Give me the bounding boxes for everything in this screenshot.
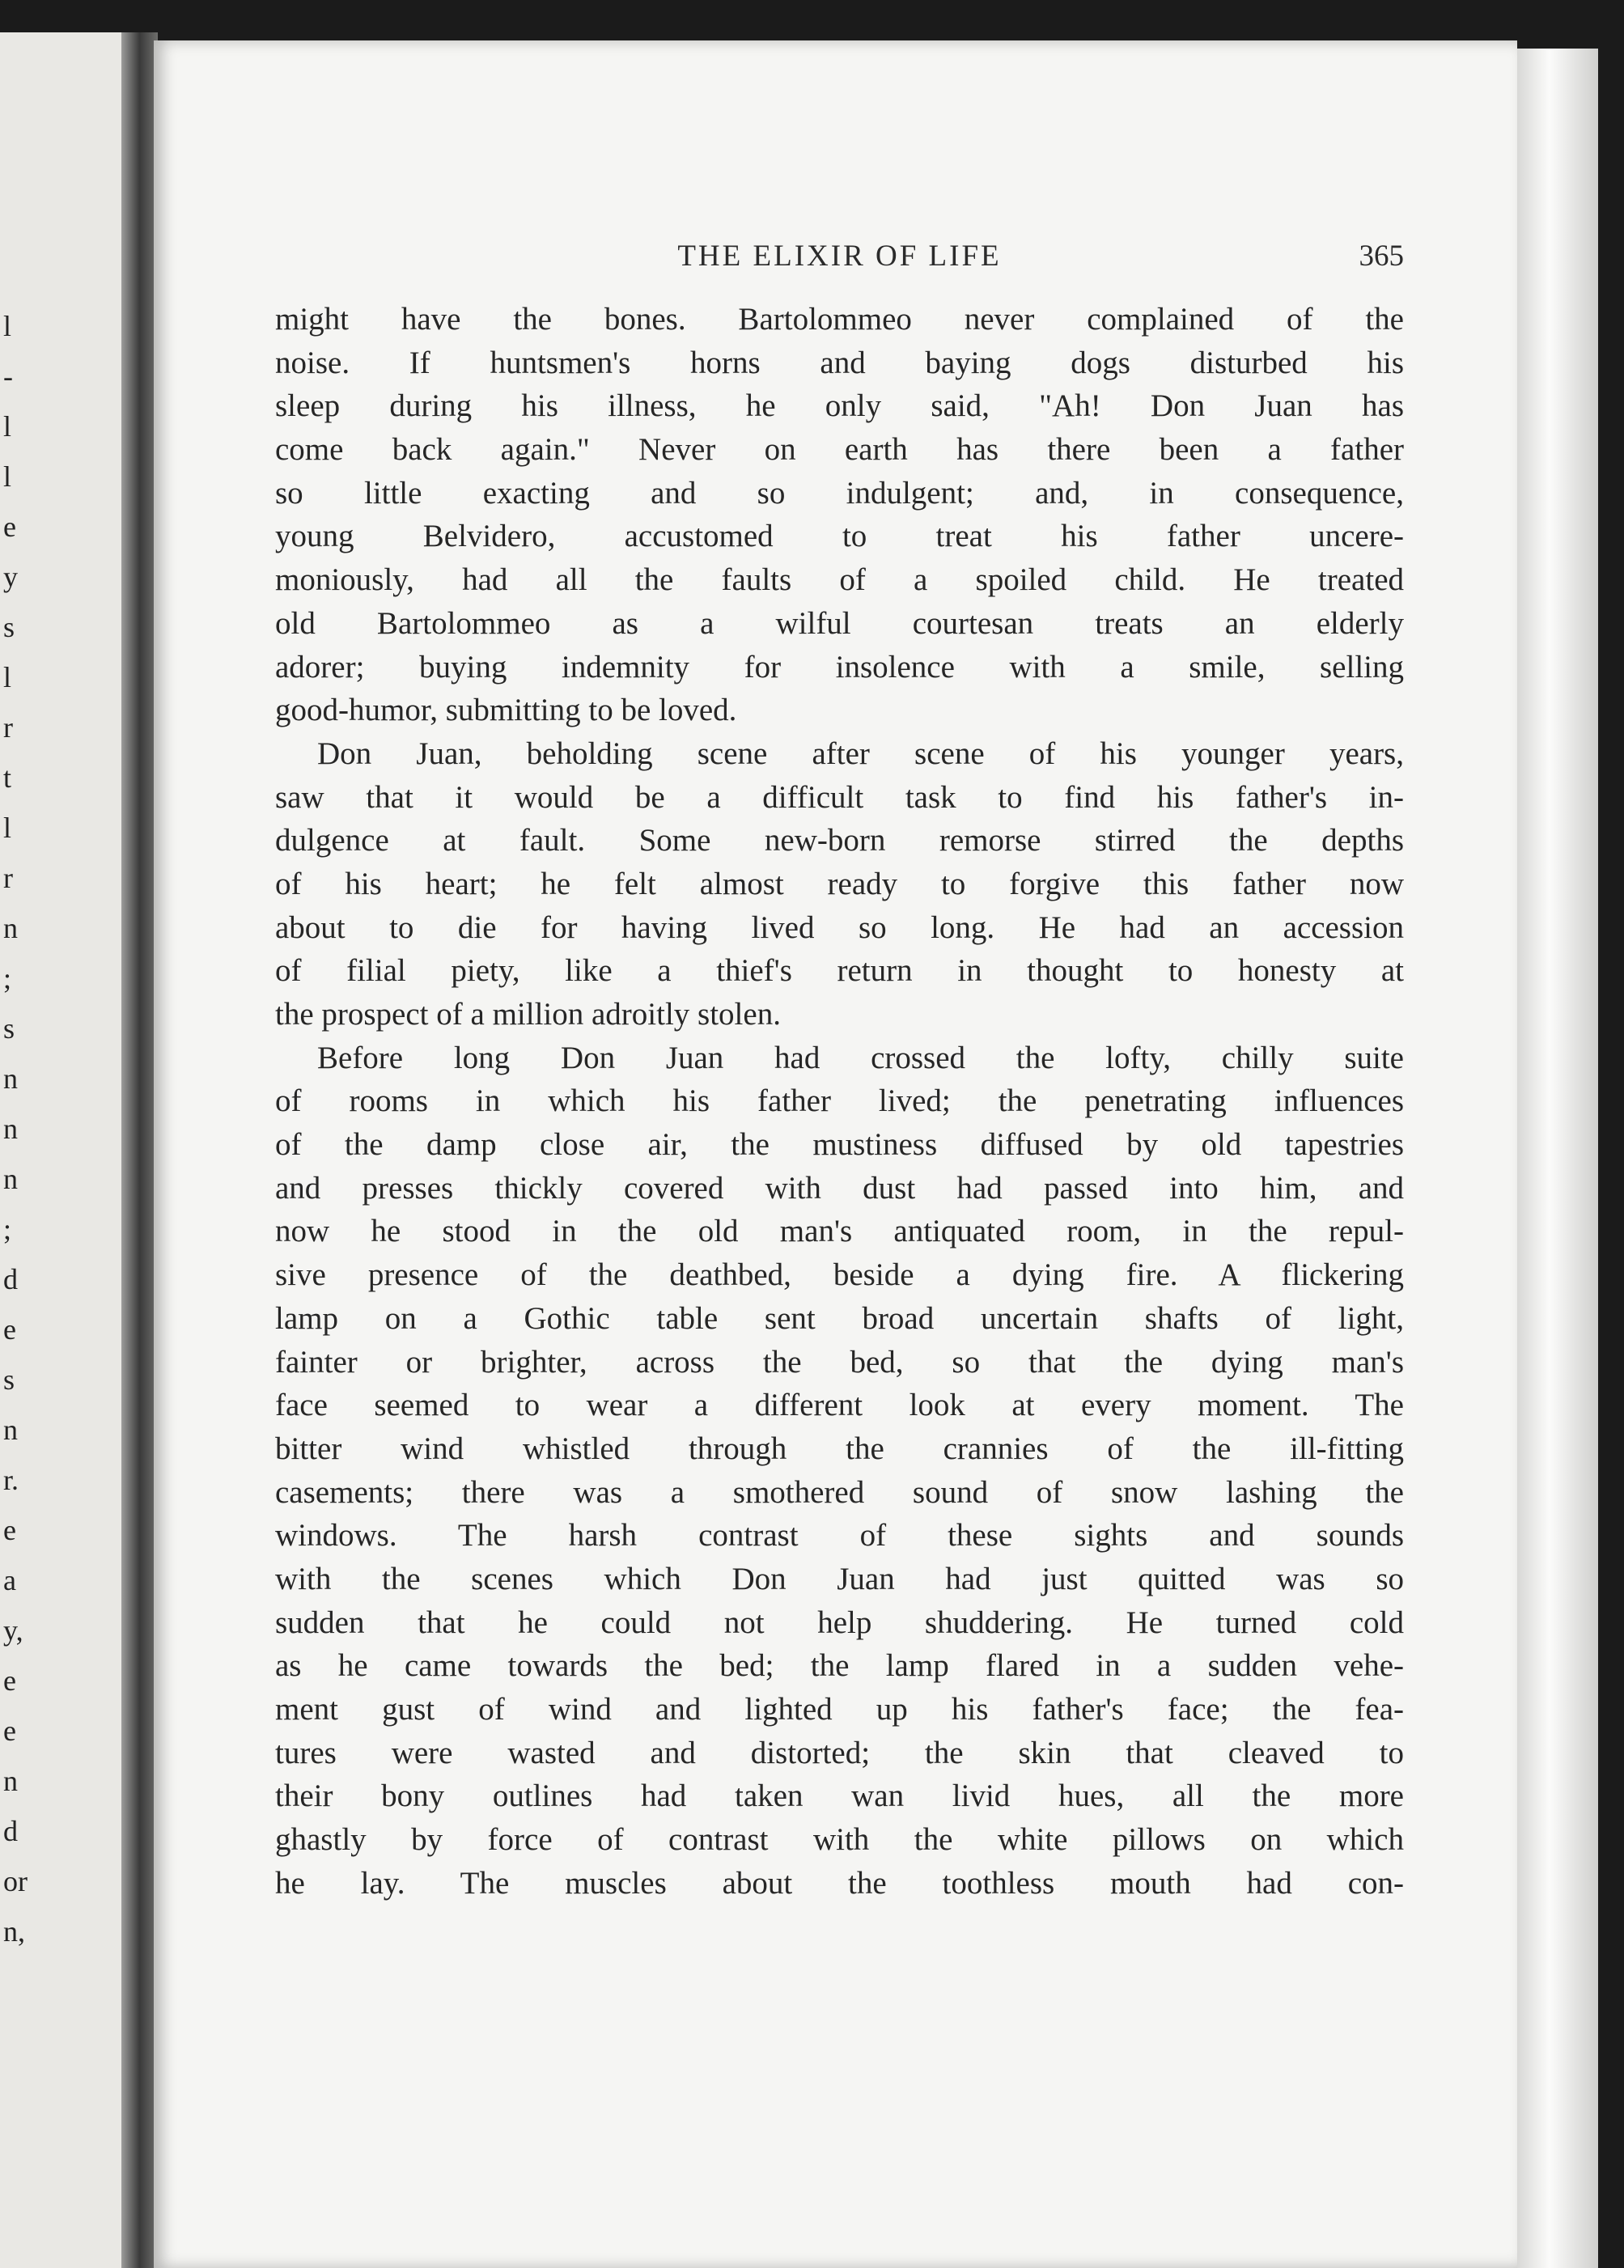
facing-page-fragment: t	[3, 761, 12, 794]
book-page	[154, 40, 1517, 2268]
text-line: ghastly by force of contrast with the white pillows on which	[275, 1822, 1404, 1858]
text-line: of filial piety, like a thief's return in thought to honesty at	[275, 953, 1404, 989]
text-line: saw that it would be a difficult task to find his father's in-	[275, 779, 1404, 815]
text-line: tures were wasted and distorted; the skin that cleaved to	[275, 1735, 1404, 1770]
facing-page-fragment: s	[3, 1012, 15, 1045]
facing-page-fragment: l	[3, 661, 12, 693]
facing-page-fragment: l	[3, 460, 12, 493]
facing-page-fragments	[0, 32, 32, 2268]
text-line: adorer; buying indemnity for insolence with a smile, selling	[275, 649, 1404, 685]
facing-page-fragment: or	[3, 1865, 28, 1897]
text-line: their bony outlines had taken wan livid hues, all the more	[275, 1778, 1404, 1814]
facing-page-fragment: n	[3, 1062, 18, 1095]
facing-page-fragment: n	[3, 1163, 18, 1195]
text-line: casements; there was a smothered sound of snow lashing the	[275, 1474, 1404, 1510]
facing-page-fragment: r	[3, 862, 13, 894]
page-stack-edge	[1517, 49, 1598, 2268]
facing-page-fragment: e	[3, 1664, 16, 1697]
facing-page-fragment: l	[3, 310, 12, 342]
facing-page-fragment: l	[3, 410, 12, 443]
text-line: with the scenes which Don Juan had just quitted was so	[275, 1561, 1404, 1596]
facing-page-fragment: a	[3, 1564, 16, 1596]
facing-page-fragment: s	[3, 1363, 15, 1396]
text-line: face seemed to wear a different look at every moment. The	[275, 1388, 1404, 1423]
facing-page-edge	[0, 32, 121, 2268]
text-line: sudden that he could not help shuddering. He turned cold	[275, 1605, 1404, 1640]
facing-page-fragment: y,	[3, 1614, 23, 1647]
facing-page-fragment: e	[3, 1715, 16, 1747]
facing-page-fragment: s	[3, 611, 15, 643]
text-line: he lay. The muscles about the toothless mouth had con-	[275, 1865, 1404, 1901]
running-header	[275, 239, 1404, 287]
facing-page-fragment: n	[3, 1113, 18, 1145]
text-line: young Belvidero, accustomed to treat his father uncere-	[275, 519, 1404, 554]
facing-page-fragment: l	[3, 812, 12, 844]
text-line: of rooms in which his father lived; the penetrating influences	[275, 1083, 1404, 1119]
text-line: lamp on a Gothic table sent broad uncertain shafts of light,	[275, 1300, 1404, 1336]
text-line: dulgence at fault. Some new-born remorse stirred the depths	[275, 823, 1404, 858]
text-line: sive presence of the deathbed, beside a dying fire. A flickering	[275, 1257, 1404, 1293]
text-line: bitter wind whistled through the crannies of the ill-fitting	[275, 1431, 1404, 1466]
text-line: Don Juan, beholding scene after scene of his younger years,	[317, 736, 1404, 771]
text-line: Before long Don Juan had crossed the lofty, chilly suite	[317, 1040, 1404, 1075]
text-line: good-humor, submitting to be loved.	[275, 693, 737, 728]
text-line: might have the bones. Bartolommeo never complained of the	[275, 302, 1404, 337]
text-line: now he stood in the old man's antiquated room, in the repul-	[275, 1214, 1404, 1249]
book-gutter	[121, 32, 158, 2268]
text-line: fainter or brighter, across the bed, so that the dying man's	[275, 1344, 1404, 1380]
text-line: ment gust of wind and lighted up his father's face; the fea-	[275, 1692, 1404, 1727]
text-line: come back again." Never on earth has there been a father	[275, 432, 1404, 468]
facing-page-fragment: r.	[3, 1464, 19, 1496]
facing-page-fragment: n	[3, 1765, 18, 1797]
facing-page-fragment: d	[3, 1815, 18, 1847]
text-line: about to die for having lived so long. He had an accession	[275, 909, 1404, 945]
page-number: 365	[1359, 240, 1404, 273]
facing-page-fragment: d	[3, 1263, 18, 1295]
facing-page-fragment: n,	[3, 1915, 25, 1948]
text-line: of the damp close air, the mustiness diffused by old tapestries	[275, 1127, 1404, 1163]
text-line: moniously, had all the faults of a spoiled child. He treated	[275, 562, 1404, 598]
text-line: windows. The harsh contrast of these sights and sounds	[275, 1518, 1404, 1554]
text-line: the prospect of a million adroitly stolen.	[275, 997, 781, 1032]
text-line: of his heart; he felt almost ready to forgive this father now	[275, 866, 1404, 901]
facing-page-fragment: e	[3, 1514, 16, 1546]
text-line: and presses thickly covered with dust had passed into him, and	[275, 1170, 1404, 1206]
text-line: old Bartolommeo as a wilful courtesan treats an elderly	[275, 605, 1404, 641]
text-line: noise. If huntsmen's horns and baying dogs disturbed his	[275, 345, 1404, 380]
text-line: so little exacting and so indulgent; and, in consequence,	[275, 475, 1404, 511]
text-line: sleep during his illness, he only said, "Ah! Don Juan has	[275, 388, 1404, 424]
text-line: as he came towards the bed; the lamp flared in a sudden vehe-	[275, 1648, 1404, 1684]
facing-page-fragment: n	[3, 912, 18, 944]
body-text	[275, 298, 1404, 1905]
facing-page-fragment: ;	[3, 962, 12, 994]
facing-page-fragment: y	[3, 561, 18, 593]
facing-page-fragment: -	[3, 360, 13, 392]
facing-page-fragment: r	[3, 711, 13, 744]
facing-page-fragment: n	[3, 1414, 18, 1446]
running-title: THE ELIXIR OF LIFE	[677, 240, 1002, 273]
facing-page-fragment: ;	[3, 1213, 12, 1245]
facing-page-fragment: e	[3, 1313, 16, 1346]
facing-page-fragment: e	[3, 511, 16, 543]
